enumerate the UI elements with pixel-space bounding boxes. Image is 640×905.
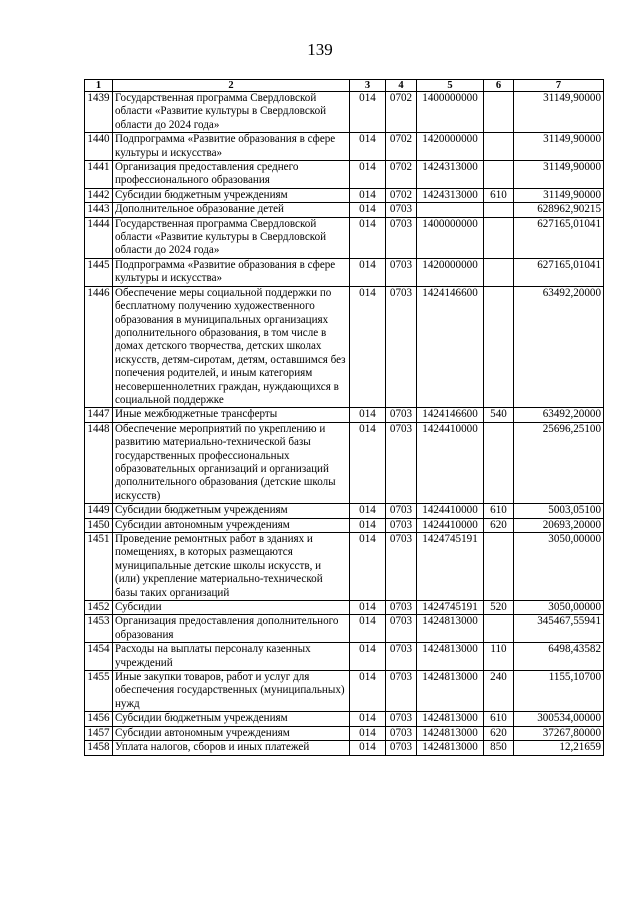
target-article-code: 1424410000 — [417, 504, 484, 518]
target-article-code: 1424813000 — [417, 726, 484, 740]
grbs-code: 014 — [350, 518, 386, 532]
target-article-code: 1420000000 — [417, 258, 484, 286]
target-article-code: 1424745191 — [417, 533, 484, 601]
item-name: Расходы на выплаты персоналу казенных учреждений — [113, 643, 350, 671]
item-name: Подпрограмма «Развитие образования в сфере культуры и искусства» — [113, 258, 350, 286]
row-number: 1448 — [85, 422, 113, 503]
amount: 25696,25100 — [514, 422, 604, 503]
item-name: Организация предоставления среднего профессионального образования — [113, 161, 350, 189]
table-row — [85, 286, 604, 408]
section-code: 0703 — [386, 712, 417, 726]
item-name: Проведение ремонтных работ в зданиях и помещениях, в которых размещаются муниципальные детские школы искусств, и (или) укрепление материально-технической базы таких организаций — [113, 533, 350, 601]
target-article-code: 1424813000 — [417, 712, 484, 726]
item-name: Субсидии бюджетным учреждениям — [113, 504, 350, 518]
section-code: 0703 — [386, 504, 417, 518]
header-row — [85, 80, 604, 92]
grbs-code: 014 — [350, 643, 386, 671]
target-article-code: 1424313000 — [417, 188, 484, 202]
item-name: Подпрограмма «Развитие образования в сфере культуры и искусства» — [113, 133, 350, 161]
amount: 627165,01041 — [514, 258, 604, 286]
budget-table — [84, 79, 604, 756]
item-name: Дополнительное образование детей — [113, 203, 350, 217]
amount: 63492,20000 — [514, 408, 604, 422]
section-code: 0703 — [386, 601, 417, 615]
table-row — [85, 726, 604, 740]
expense-type-code — [484, 133, 514, 161]
amount: 300534,00000 — [514, 712, 604, 726]
grbs-code: 014 — [350, 533, 386, 601]
table-row — [85, 712, 604, 726]
amount: 3050,00000 — [514, 601, 604, 615]
item-name: Субсидии бюджетным учреждениям — [113, 712, 350, 726]
expense-type-code: 620 — [484, 726, 514, 740]
amount: 1155,10700 — [514, 671, 604, 712]
table-row — [85, 504, 604, 518]
amount: 6498,43582 — [514, 643, 604, 671]
amount: 31149,90000 — [514, 133, 604, 161]
amount: 31149,90000 — [514, 161, 604, 189]
section-code: 0703 — [386, 518, 417, 532]
section-code: 0703 — [386, 533, 417, 601]
item-name: Субсидии автономным учреждениям — [113, 518, 350, 532]
expense-type-code — [484, 533, 514, 601]
row-number: 1443 — [85, 203, 113, 217]
grbs-code: 014 — [350, 92, 386, 133]
grbs-code: 014 — [350, 422, 386, 503]
section-code: 0703 — [386, 217, 417, 258]
expense-type-code: 110 — [484, 643, 514, 671]
amount: 37267,80000 — [514, 726, 604, 740]
table-row — [85, 408, 604, 422]
grbs-code: 014 — [350, 504, 386, 518]
expense-type-code: 240 — [484, 671, 514, 712]
table-row — [85, 203, 604, 217]
grbs-code: 014 — [350, 741, 386, 755]
row-number: 1440 — [85, 133, 113, 161]
grbs-code: 014 — [350, 671, 386, 712]
row-number: 1451 — [85, 533, 113, 601]
row-number: 1452 — [85, 601, 113, 615]
row-number: 1442 — [85, 188, 113, 202]
section-code: 0702 — [386, 133, 417, 161]
amount: 628962,90215 — [514, 203, 604, 217]
col-header: 3 — [350, 80, 386, 92]
section-code: 0702 — [386, 92, 417, 133]
item-name: Субсидии автономным учреждениям — [113, 726, 350, 740]
target-article-code: 1400000000 — [417, 92, 484, 133]
col-header: 6 — [484, 80, 514, 92]
item-name: Иные межбюджетные трансферты — [113, 408, 350, 422]
item-name: Субсидии бюджетным учреждениям — [113, 188, 350, 202]
table-row — [85, 615, 604, 643]
amount: 31149,90000 — [514, 188, 604, 202]
table-row — [85, 217, 604, 258]
section-code: 0703 — [386, 615, 417, 643]
grbs-code: 014 — [350, 203, 386, 217]
row-number: 1439 — [85, 92, 113, 133]
row-number: 1458 — [85, 741, 113, 755]
grbs-code: 014 — [350, 615, 386, 643]
section-code: 0703 — [386, 422, 417, 503]
expense-type-code: 610 — [484, 188, 514, 202]
row-number: 1453 — [85, 615, 113, 643]
item-name: Обеспечение мероприятий по укреплению и развитию материально-технической базы государственных профессиональных образовательных организаций и организаций дополнительного образования (детские школы искусств) — [113, 422, 350, 503]
amount: 63492,20000 — [514, 286, 604, 408]
page-number: 139 — [307, 40, 333, 59]
grbs-code: 014 — [350, 161, 386, 189]
item-name: Государственная программа Свердловской области «Развитие культуры в Свердловской области до 2024 года» — [113, 92, 350, 133]
grbs-code: 014 — [350, 286, 386, 408]
section-code: 0702 — [386, 188, 417, 202]
target-article-code: 1420000000 — [417, 133, 484, 161]
table-row — [85, 422, 604, 503]
row-number: 1457 — [85, 726, 113, 740]
item-name: Уплата налогов, сборов и иных платежей — [113, 741, 350, 755]
item-name: Иные закупки товаров, работ и услуг для обеспечения государственных (муниципальных) нужд — [113, 671, 350, 712]
amount: 31149,90000 — [514, 92, 604, 133]
target-article-code: 1424313000 — [417, 161, 484, 189]
target-article-code: 1424410000 — [417, 422, 484, 503]
target-article-code: 1424410000 — [417, 518, 484, 532]
section-code: 0703 — [386, 741, 417, 755]
table-row — [85, 188, 604, 202]
section-code: 0703 — [386, 671, 417, 712]
expense-type-code: 540 — [484, 408, 514, 422]
expense-type-code: 610 — [484, 504, 514, 518]
row-number: 1450 — [85, 518, 113, 532]
col-header: 2 — [113, 80, 350, 92]
target-article-code: 1424146600 — [417, 286, 484, 408]
expense-type-code: 620 — [484, 518, 514, 532]
section-code: 0703 — [386, 408, 417, 422]
table-row — [85, 92, 604, 133]
table-row — [85, 161, 604, 189]
expense-type-code — [484, 615, 514, 643]
row-number: 1454 — [85, 643, 113, 671]
expense-type-code — [484, 203, 514, 217]
expense-type-code: 610 — [484, 712, 514, 726]
row-number: 1444 — [85, 217, 113, 258]
expense-type-code — [484, 258, 514, 286]
expense-type-code: 850 — [484, 741, 514, 755]
grbs-code: 014 — [350, 601, 386, 615]
amount: 3050,00000 — [514, 533, 604, 601]
col-header: 7 — [514, 80, 604, 92]
target-article-code — [417, 203, 484, 217]
table-row — [85, 741, 604, 755]
table-row — [85, 671, 604, 712]
col-header: 4 — [386, 80, 417, 92]
row-number: 1445 — [85, 258, 113, 286]
grbs-code: 014 — [350, 408, 386, 422]
grbs-code: 014 — [350, 188, 386, 202]
section-code: 0703 — [386, 203, 417, 217]
target-article-code: 1400000000 — [417, 217, 484, 258]
section-code: 0703 — [386, 258, 417, 286]
item-name: Обеспечение меры социальной поддержки по бесплатному получению художественного образования в муниципальных организациях дополнительного образования, в том числе в домах детского творчества, детских школах искусств, детям-сиротам, детям, оставшимся без попечения родителей, и иным категориям несовершеннолетних граждан, нуждающихся в социальной поддержке — [113, 286, 350, 408]
amount: 20693,20000 — [514, 518, 604, 532]
table-row — [85, 133, 604, 161]
grbs-code: 014 — [350, 258, 386, 286]
table-row — [85, 643, 604, 671]
grbs-code: 014 — [350, 712, 386, 726]
table-row — [85, 533, 604, 601]
col-header: 1 — [85, 80, 113, 92]
expense-type-code — [484, 217, 514, 258]
amount: 627165,01041 — [514, 217, 604, 258]
expense-type-code — [484, 422, 514, 503]
row-number: 1441 — [85, 161, 113, 189]
item-name: Государственная программа Свердловской области «Развитие культуры в Свердловской области до 2024 года» — [113, 217, 350, 258]
item-name: Субсидии — [113, 601, 350, 615]
target-article-code: 1424813000 — [417, 741, 484, 755]
target-article-code: 1424813000 — [417, 615, 484, 643]
amount: 12,21659 — [514, 741, 604, 755]
target-article-code: 1424745191 — [417, 601, 484, 615]
expense-type-code: 520 — [484, 601, 514, 615]
section-code: 0703 — [386, 286, 417, 408]
item-name: Организация предоставления дополнительного образования — [113, 615, 350, 643]
row-number: 1455 — [85, 671, 113, 712]
row-number: 1446 — [85, 286, 113, 408]
grbs-code: 014 — [350, 726, 386, 740]
target-article-code: 1424146600 — [417, 408, 484, 422]
target-article-code: 1424813000 — [417, 671, 484, 712]
amount: 5003,05100 — [514, 504, 604, 518]
table-row — [85, 601, 604, 615]
grbs-code: 014 — [350, 133, 386, 161]
table-row — [85, 518, 604, 532]
section-code: 0703 — [386, 726, 417, 740]
row-number: 1447 — [85, 408, 113, 422]
table-row — [85, 258, 604, 286]
expense-type-code — [484, 92, 514, 133]
row-number: 1456 — [85, 712, 113, 726]
row-number: 1449 — [85, 504, 113, 518]
section-code: 0702 — [386, 161, 417, 189]
expense-type-code — [484, 286, 514, 408]
grbs-code: 014 — [350, 217, 386, 258]
amount: 345467,55941 — [514, 615, 604, 643]
expense-type-code — [484, 161, 514, 189]
target-article-code: 1424813000 — [417, 643, 484, 671]
col-header: 5 — [417, 80, 484, 92]
section-code: 0703 — [386, 643, 417, 671]
